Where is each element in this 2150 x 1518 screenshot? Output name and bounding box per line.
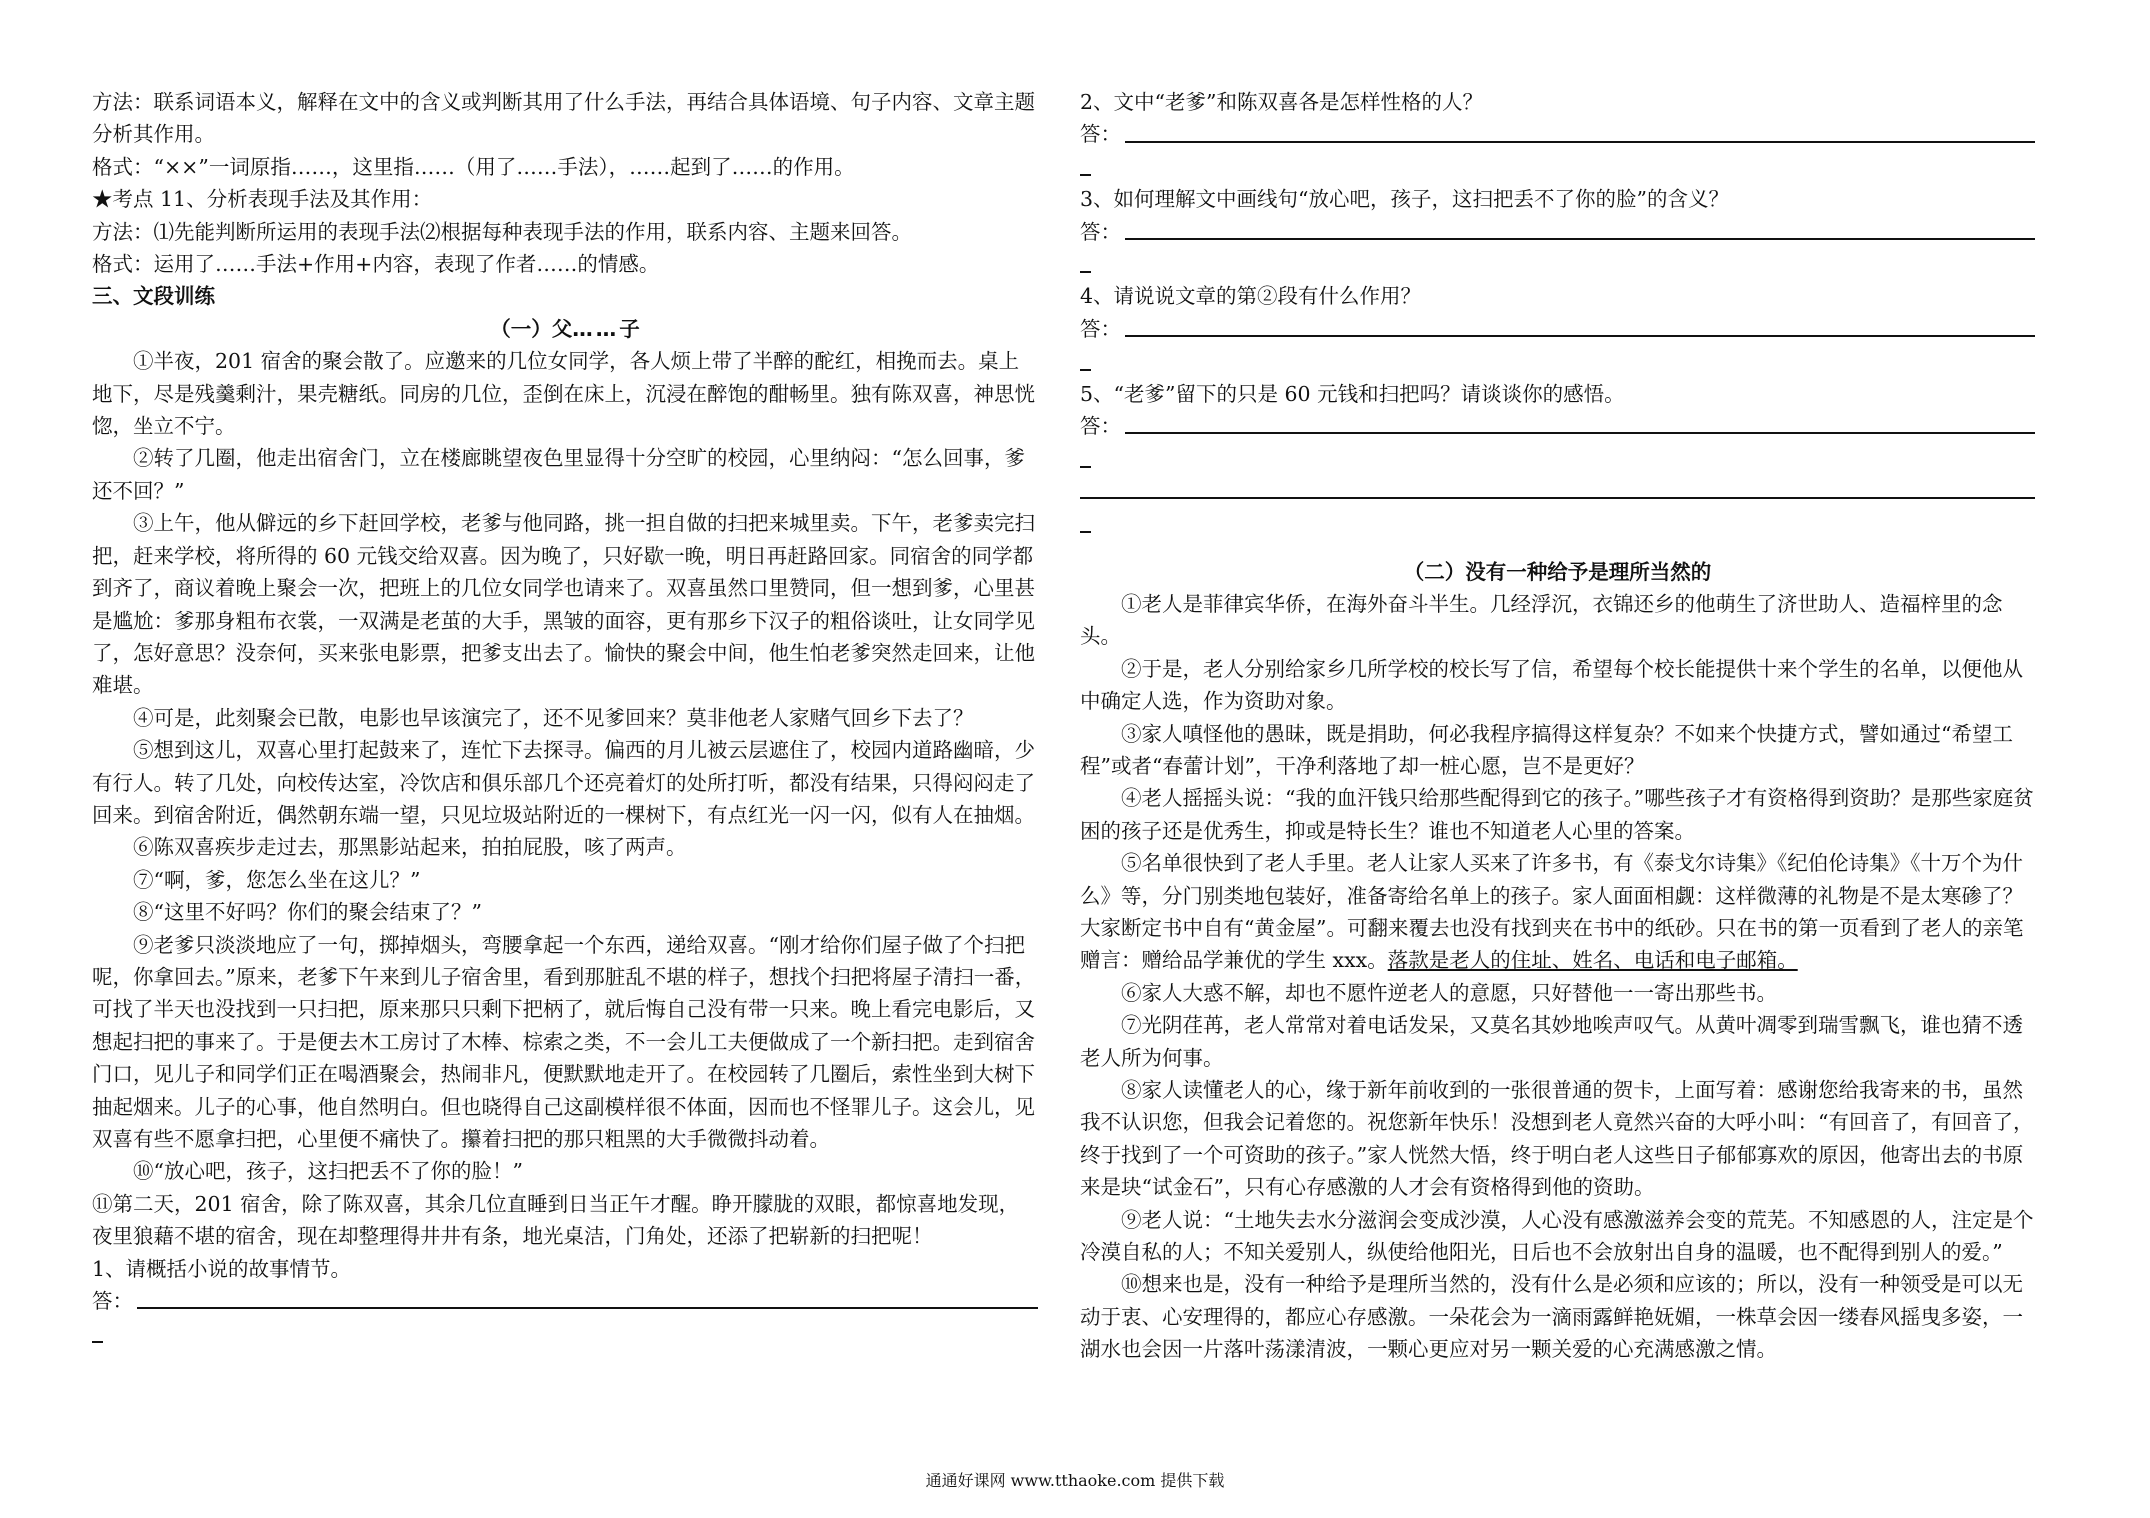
passage-1-title-suffix: 子: [619, 316, 640, 341]
passage-1-title-dots: ……: [572, 316, 620, 341]
format-11: 格式：运用了……手法+作用+内容，表现了作者……的情感。: [92, 252, 660, 277]
passage-1-paragraph-11: ⑪第二天，201 宿舍，除了陈双喜，其余几位直睡到日当正午才醒。睁开朦胧的双眼，都惊喜地发现，夜里狼藉不堪的宿舍，现在却整理得井井有条，地光桌洁，门角处，还添了把崭新的扫把呢！: [92, 1191, 1020, 1249]
passage-2-paragraph-6: ⑥家人大惑不解，却也不愿忤逆老人的意愿，只好替他一一寄出那些书。: [1121, 980, 1777, 1005]
answer-4-underline: [1125, 335, 2035, 337]
answer-5-underline: [1125, 432, 2035, 434]
spacer: [1080, 540, 2035, 556]
answer-5-label: 答：: [1080, 413, 1121, 438]
answer-3-label: 答：: [1080, 219, 1121, 244]
answer-5-stub: [1080, 442, 2035, 474]
answer-5-stub-2: [1080, 507, 2035, 539]
answer-3-underline: [1125, 238, 2035, 240]
passage-2-paragraph-7: ⑦光阴荏苒，老人常常对着电话发呆，又莫名其妙地唉声叹气。从黄叶凋零到瑞雪飘飞，谁也猜不透老人所为何事。: [1080, 1013, 2023, 1070]
answer-3-stub: [1080, 248, 2035, 280]
format-10: 格式：“××”一词原指……，这里指……（用了……手法），……起到了……的作用。: [92, 154, 855, 179]
passage-2-paragraph-10: ⑩想来也是，没有一种给予是理所当然的，没有什么是必须和应该的；所以，没有一种领受是可以无动于衷、心安理得的，都应心存感激。一朵花会为一滴雨露鲜艳妩媚，一株草会因一缕春风摇曳多姿，一湖水也会因一片落叶荡漾清波，一颗心更应对另一颗关爱的心充满感激之情。: [1080, 1272, 2023, 1362]
passage-2-paragraph-1: ①老人是菲律宾华侨，在海外奋斗半生。几经浮沉，衣锦还乡的他萌生了济世助人、造福梓里的念头。: [1080, 591, 2003, 649]
passage-2-paragraph-5-text: ⑤名单很快到了老人手里。老人让家人买来了许多书，有《泰戈尔诗集》《纪伯伦诗集》《十万个为什么》等，分门别类地包装好，准备寄给名单上的孩子。家人面面相觑：这样微薄的礼物是不是太寒碜了？大家断定书中自有“黄金屋”。可翻来覆去也没有找到夹在书中的纸砂。只在书的第一页看到了老人的亲笔赠言：赠给品学兼优的学生 xxx。: [1080, 851, 2024, 973]
section-heading: 三、文段训练: [92, 284, 215, 309]
question-5: 5、“老爹”留下的只是 60 元钱和扫把吗？请谈谈你的感悟。: [1080, 381, 1625, 406]
passage-2-paragraph-8: ⑧家人读懂老人的心，缘于新年前收到的一张很普通的贺卡，上面写着：感谢您给我寄来的书，虽然我不认识您，但我会记着您的。祝您新年快乐！没想到老人竟然兴奋的大呼小叫：“有回音了，有回音了，终于找到了一个可资助的孩子。”家人恍然大悟，终于明白老人这些日子郁郁寡欢的原因，他寄出去的书原来是块“试金石”，只有心存感激的人才会有资格得到他的资助。: [1080, 1078, 2034, 1200]
answer-2-stub: [1080, 151, 2035, 183]
page-footer: 通通好课网 www.tthaoke.com 提供下载: [925, 1471, 1225, 1490]
answer-1-stub: [92, 1317, 1038, 1349]
passage-1-paragraph-3: ③上午，他从僻远的乡下赶回学校，老爹与他同路，挑一担自做的扫把来城里卖。下午，老爹卖完扫把，赶来学校，将所得的 60 元钱交给双喜。因为晚了，只好歇一晚，明日再赶路回家。同宿舍的同学都到齐了，商议着晚上聚会一次，把班上的几位女同学也请来了。双喜虽然口里赞同，但一想到爹，心里甚是尴尬：爹那身粗布衣裳，一双满是老茧的大手，黑皱的面容，更有那乡下汉子的粗俗谈吐，让女同学见了，怎好意思？没奈何，买来张电影票，把爹支出去了。愉快的聚会中间，他生怕老爹突然走回来，让他难堪。: [92, 511, 1035, 698]
passage-1-paragraph-10: ⑩“放心吧，孩子，这扫把丢不了你的脸！”: [133, 1159, 523, 1184]
answer-4-stub: [1080, 345, 2035, 377]
passage-2-paragraph-9: ⑨老人说：“土地失去水分滋润会变成沙漠，人心没有感激滋养会变的荒芜。不知感恩的人，注定是个冷漠自私的人；不知关爱别人，纵使给他阳光，日后也不会放射出自身的温暖，也不配得到别人的爱。”: [1080, 1207, 2034, 1265]
answer-1-label: 答：: [92, 1289, 133, 1314]
exam-point-11: ★考点 11、分析表现手法及其作用：: [92, 187, 433, 212]
passage-1-title-prefix: （一）父: [490, 316, 573, 341]
passage-1-paragraph-5: ⑤想到这儿，双喜心里打起鼓来了，连忙下去探寻。偏西的月儿被云层遮住了，校园内道路幽暗，少有行人。转了几处，向校传达室，冷饮店和俱乐部几个还亮着灯的处所打听，都没有结果，只得闷闷走了回来。到宿舍附近，偶然朝东端一望，只见垃圾站附近的一棵树下，有点红光一闪一闪，似有人在抽烟。: [92, 738, 1035, 827]
answer-4-line[interactable]: [1080, 313, 2035, 345]
passage-2-title: （二）没有一种给予是理所当然的: [1403, 559, 1712, 584]
question-3: 3、如何理解文中画线句“放心吧，孩子，这扫把丢不了你的脸”的含义？: [1080, 187, 1730, 212]
passage-1-paragraph-8: ⑧“这里不好吗？你们的聚会结束了？”: [133, 900, 482, 925]
answer-2-underline: [1125, 141, 2035, 143]
method-10: 方法：联系词语本义，解释在文中的含义或判断其用了什么手法，再结合具体语境、句子内容、文章主题分析其作用。: [92, 90, 1035, 147]
left-column: [92, 86, 1038, 1350]
underlined-sentence: 落款是老人的住址、姓名、电话和电子邮箱。: [1387, 948, 1798, 973]
passage-2-paragraph-5: [1080, 847, 2035, 977]
passage-1-paragraph-2: ②转了几圈，他走出宿舍门，立在楼廊眺望夜色里显得十分空旷的校园，心里纳闷：“怎么回事，爹还不回？”: [92, 446, 1025, 503]
passage-1-title: [92, 313, 1038, 345]
answer-4-label: 答：: [1080, 316, 1121, 341]
passage-1-paragraph-6: ⑥陈双喜疾步走过去，那黑影站起来，拍拍屁股，咳了两声。: [133, 835, 687, 860]
answer-5-extra-line[interactable]: [1080, 475, 2035, 507]
passage-1-paragraph-7: ⑦“啊，爹，您怎么坐在这儿？”: [133, 867, 421, 892]
answer-5-line[interactable]: [1080, 410, 2035, 442]
passage-1-paragraph-4: ④可是，此刻聚会已散，电影也早该演完了，还不见爹回来？莫非他老人家赌气回乡下去了？: [133, 705, 974, 730]
answer-3-line[interactable]: [1080, 216, 2035, 248]
passage-2-paragraph-3: ③家人嗔怪他的愚昧，既是捐助，何必我程序搞得这样复杂？不如来个快捷方式，譬如通过“希望工程”或者“春蕾计划”，干净利落地了却一桩心愿，岂不是更好？: [1080, 721, 2013, 778]
passage-1-paragraph-1: ①半夜，201 宿舍的聚会散了。应邀来的几位女同学，各人烦上带了半醉的酡红，相挽而去。桌上地下，尽是残羹剩汁，果壳糖纸。同房的几位，歪倒在床上，沉浸在醉饱的酣畅里。独有陈双喜，神思恍惚，坐立不宁。: [92, 349, 1035, 439]
passage-2-paragraph-4: ④老人摇摇头说：“我的血汗钱只给那些配得到它的孩子。”哪些孩子才有资格得到资助？是那些家庭贫困的孩子还是优秀生，抑或是特长生？谁也不知道老人心里的答案。: [1080, 786, 2034, 843]
right-column: [1080, 86, 2035, 1366]
answer-2-label: 答：: [1080, 122, 1121, 147]
question-1: 1、请概括小说的故事情节。: [92, 1256, 352, 1281]
question-4: 4、请说说文章的第②段有什么作用？: [1080, 284, 1422, 309]
answer-1-underline: [137, 1307, 1038, 1309]
method-11: 方法：⑴先能判断所运用的表现手法⑵根据每种表现手法的作用，联系内容、主题来回答。: [92, 219, 912, 244]
passage-2-paragraph-2: ②于是，老人分别给家乡几所学校的校长写了信，希望每个校长能提供十来个学生的名单，以便他从中确定人选，作为资助对象。: [1080, 656, 2023, 714]
passage-1-paragraph-9: ⑨老爹只淡淡地应了一句，掷掉烟头，弯腰拿起一个东西，递给双喜。“刚才给你们屋子做了个扫把呢，你拿回去。”原来，老爹下午来到儿子宿舍里，看到那脏乱不堪的样子，想找个扫把将屋子清扫一番，可找了半天也没找到一只扫把，原来那只只剩下把柄了，就后悔自己没有带一只来。晚上看完电影后，又想起扫把的事来了。于是便去木工房讨了木棒、棕索之类，不一会儿工夫便做成了一个新扫把。走到宿舍门口，见儿子和同学们正在喝酒聚会，热闹非凡，便默默地走开了。在校园转了几圈后，索性坐到大树下抽起烟来。儿子的心事，他自然明白。但也晓得自己这副模样很不体面，因而也不怪罪儿子。这会儿，见双喜有些不愿拿扫把，心里便不痛快了。攥着扫把的那只粗黑的大手微微抖动着。: [92, 932, 1036, 1151]
answer-2-line[interactable]: [1080, 118, 2035, 150]
answer-1-line[interactable]: [92, 1285, 1038, 1317]
question-2: 2、文中“老爹”和陈双喜各是怎样性格的人？: [1080, 90, 1484, 114]
